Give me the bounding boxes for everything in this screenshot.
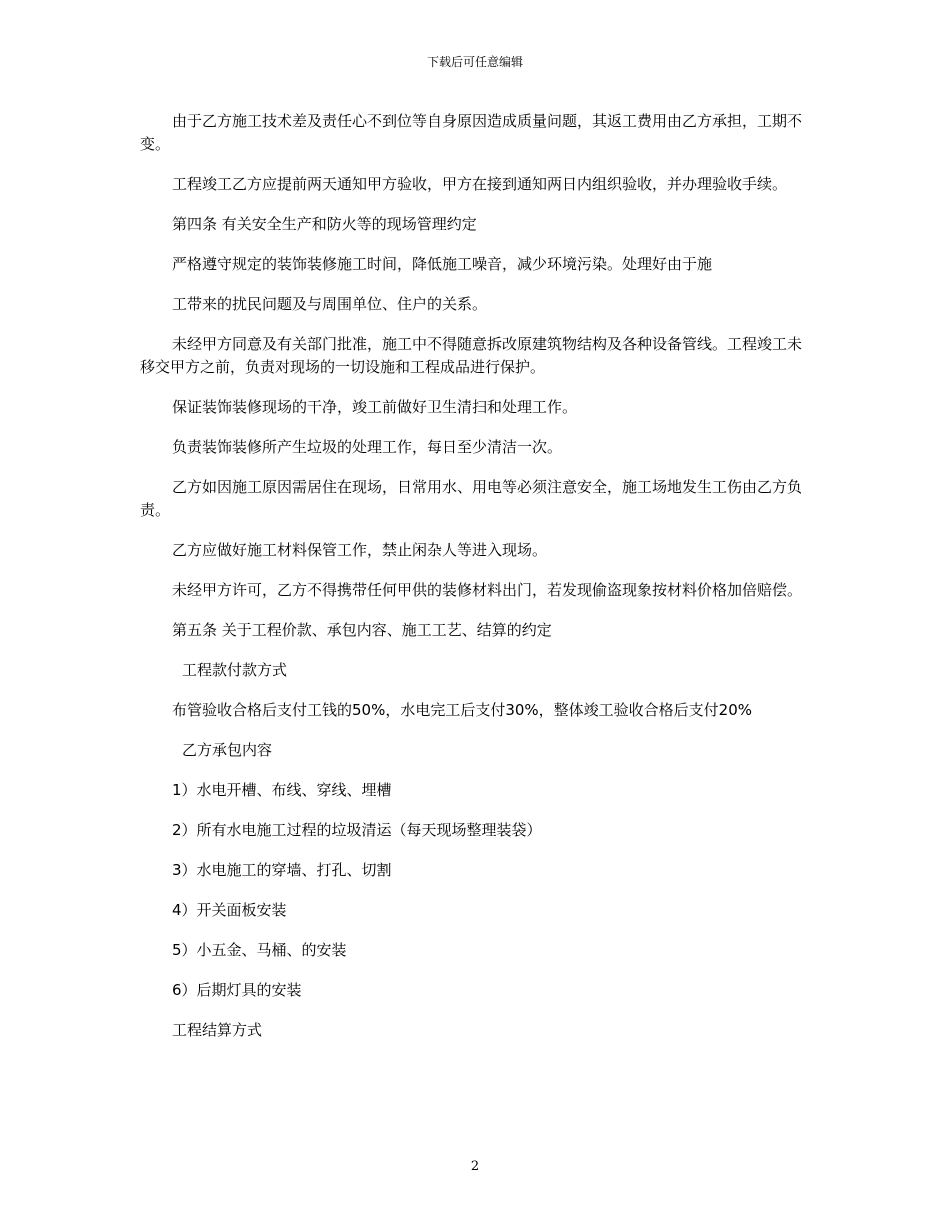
paragraph: 2）所有水电施工过程的垃圾清运（每天现场整理装袋）	[172, 821, 542, 839]
paragraph: 1）水电开槽、布线、穿线、埋槽	[172, 781, 392, 799]
paragraph: 第五条 关于工程价款、承包内容、施工工艺、结算的约定	[172, 621, 552, 639]
paragraph: 6）后期灯具的安装	[172, 981, 302, 999]
paragraph: 由于乙方施工技术差及责任心不到位等自身原因造成质量问题，其返工费用由乙方承担，工期不变。	[140, 112, 803, 153]
paragraph: 未经甲方同意及有关部门批准，施工中不得随意拆改原建筑物结构及各种设备管线。工程竣工未移交甲方之前，负责对现场的一切设施和工程成品进行保护。	[140, 335, 803, 376]
paragraph: 负责装饰装修所产生垃圾的处理工作，每日至少清洁一次。	[172, 438, 563, 456]
paragraph: 未经甲方许可，乙方不得携带任何甲供的装修材料出门，若发现偷盗现象按材料价格加倍赔偿。	[172, 581, 803, 599]
paragraph: 工带来的扰民问题及与周围单位、住户的关系。	[172, 295, 488, 313]
paragraph: 工程竣工乙方应提前两天通知甲方验收，甲方在接到通知两日内组织验收，并办理验收手续。	[172, 175, 788, 193]
paragraph: 4）开关面板安装	[172, 901, 287, 919]
paragraph: 工程款付款方式	[182, 661, 288, 679]
page-header: 下载后可任意编辑	[426, 55, 523, 69]
paragraph: 保证装饰装修现场的干净，竣工前做好卫生清扫和处理工作。	[172, 398, 578, 416]
paragraph: 严格遵守规定的装饰装修施工时间，降低施工噪音，减少环境污染。处理好由于施	[172, 255, 713, 273]
paragraph: 第四条 有关安全生产和防火等的现场管理约定	[172, 215, 477, 233]
document-body	[140, 110, 812, 1042]
paragraph: 乙方如因施工原因需居住在现场，日常用水、用电等必须注意安全，施工场地发生工伤由乙方负责。	[140, 478, 803, 519]
paragraph: 工程结算方式	[172, 1021, 263, 1039]
paragraph: 乙方承包内容	[182, 741, 273, 759]
paragraph: 布管验收合格后支付工钱的50%，水电完工后支付30%，整体竣工验收合格后支付20%	[172, 701, 753, 719]
paragraph: 5）小五金、马桶、的安装	[172, 941, 347, 959]
page-number: 2	[470, 1159, 480, 1174]
paragraph: 乙方应做好施工材料保管工作，禁止闲杂人等进入现场。	[172, 541, 548, 559]
paragraph: 3）水电施工的穿墙、打孔、切割	[172, 861, 392, 879]
